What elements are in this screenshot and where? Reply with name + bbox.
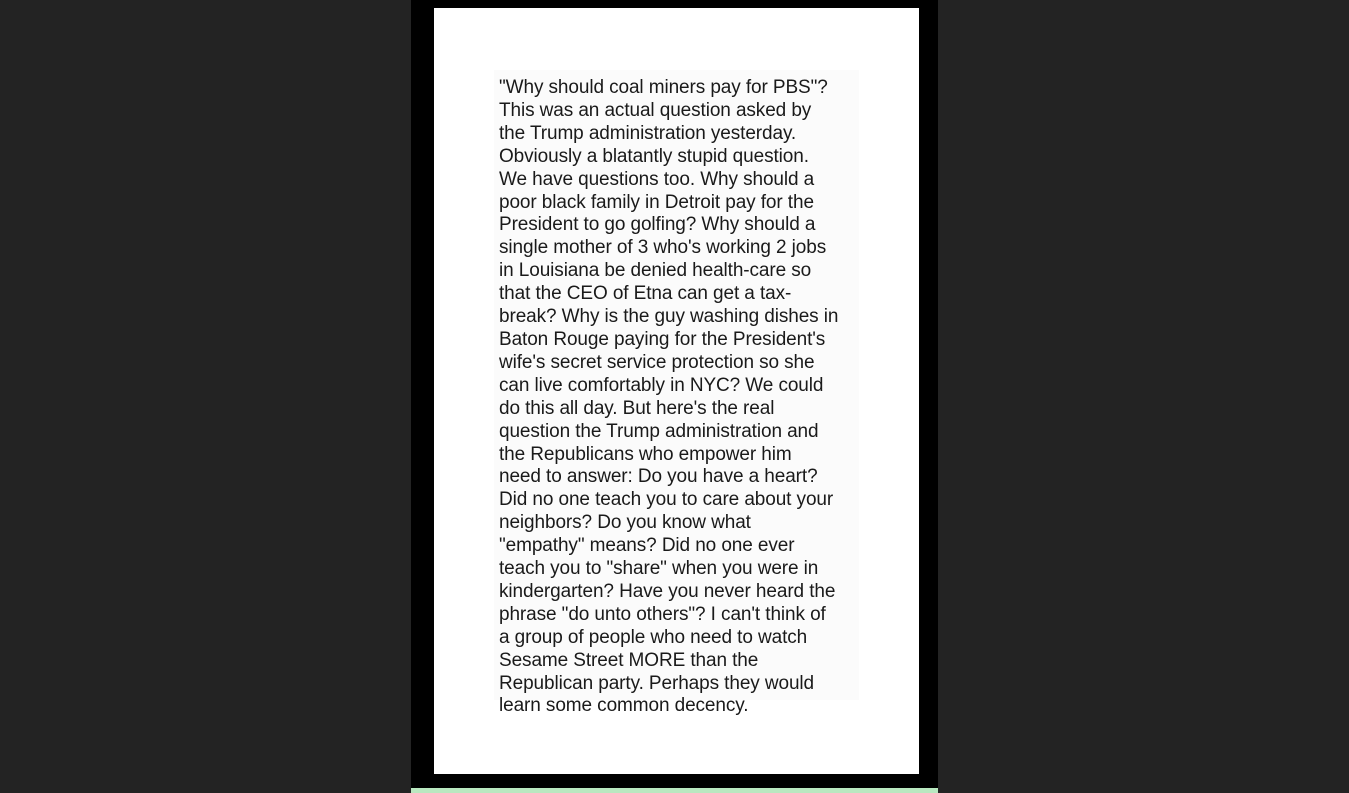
post-text-line: Baton Rouge paying for the President's [499, 328, 826, 350]
post-text-line: poor black family in Detroit pay for the [499, 191, 814, 213]
post-text-line: need to answer: Do you have a heart? [499, 466, 818, 488]
post-text-line: This was an actual question asked by [499, 99, 812, 121]
post-text-line: President to go golfing? Why should a [499, 214, 816, 236]
post-text-line: in Louisiana be denied health-care so [499, 260, 812, 282]
post-text-line: the Trump administration yesterday. [499, 122, 797, 144]
post-text-line: can live comfortably in NYC? We could [499, 374, 824, 396]
post-text-line: neighbors? Do you know what [499, 512, 751, 534]
post-text [499, 77, 859, 718]
post-text-line: teach you to "share" when you were in [499, 558, 819, 580]
post-text-line: phrase "do unto others"? I can't think of [499, 603, 826, 625]
post-text-line: question the Trump administration and [499, 420, 819, 442]
post-text-line: Obviously a blatantly stupid question. [499, 145, 809, 167]
post-text-line: We have questions too. Why should a [499, 168, 815, 190]
post-text-line: that the CEO of Etna can get a tax- [499, 283, 792, 305]
bottom-accent-bar [411, 788, 938, 793]
post-text-line: single mother of 3 who's working 2 jobs [499, 237, 827, 259]
post-text-line: Sesame Street MORE than the [499, 649, 759, 671]
photo-frame [411, 0, 938, 793]
post-text-line: do this all day. But here's the real [499, 397, 775, 419]
post-text-line: the Republicans who empower him [499, 443, 792, 465]
post-text-line: "empathy" means? Did no one ever [499, 535, 795, 557]
post-text-line: Republican party. Perhaps they would [499, 672, 815, 694]
post-text-line: Did no one teach you to care about your [499, 489, 834, 511]
post-text-line: break? Why is the guy washing dishes in [499, 306, 839, 328]
post-text-line: a group of people who need to watch [499, 626, 808, 648]
post-text-line: wife's secret service protection so she [499, 351, 815, 373]
post-text-line: kindergarten? Have you never heard the [499, 580, 836, 602]
post-text-line: learn some common decency. [499, 695, 749, 717]
post-text-line: "Why should coal miners pay for PBS"? [499, 77, 828, 98]
text-post-image [434, 8, 919, 774]
